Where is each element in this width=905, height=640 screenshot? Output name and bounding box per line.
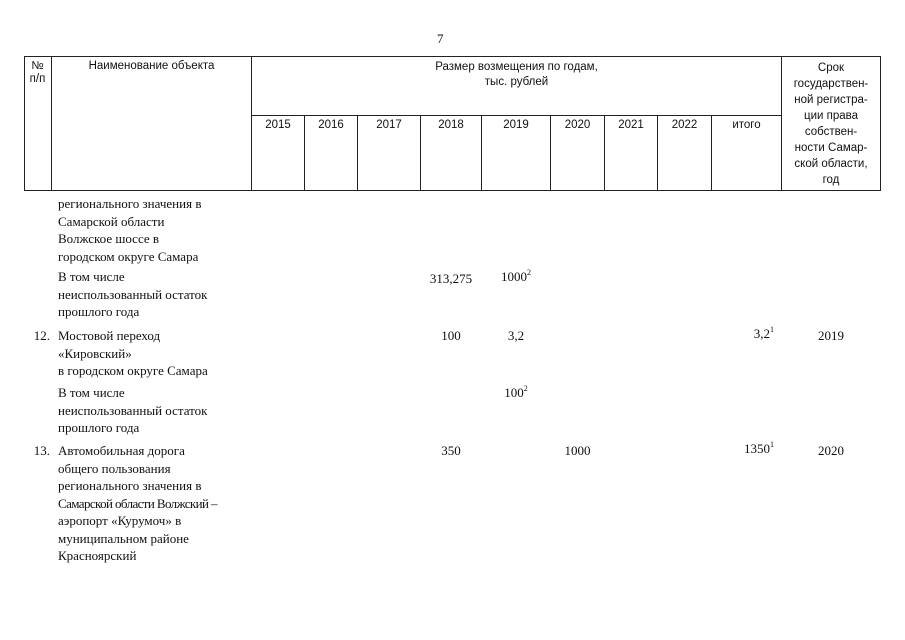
row12-2018: 100 <box>441 328 461 343</box>
year-2016: 2016 <box>318 119 344 131</box>
row12-2019: 3,2 <box>507 328 525 343</box>
row12-name: Мостовой переход «Кировский» в городском округе Самара <box>58 328 208 378</box>
row13-2018: 350 <box>441 443 461 458</box>
year-2021: 2021 <box>618 119 644 131</box>
continuation-2019: 1000$^2$ <box>501 268 531 284</box>
year-2019: 2019 <box>503 119 529 131</box>
header-name: Наименование объекта <box>88 60 215 72</box>
header-num: № п/п <box>29 60 46 85</box>
row13-2020: 1000 <box>564 443 591 458</box>
row12-total: $3,2^1$ <box>753 325 774 341</box>
continuation-2018: 313,275 <box>429 271 473 286</box>
page-number: 7 <box>437 31 444 46</box>
continuation-name: регионального значения в Самарской области Волжское шоссе в городском округе Самара <box>58 196 202 264</box>
row12-num: 12. <box>33 328 50 343</box>
year-2017: 2017 <box>376 119 402 131</box>
row13-num: 13. <box>33 443 50 458</box>
row13-name: Автомобильная дорога общего пользования регионального значения в Самарской области Волжский – аэропорт «Курумоч» в муниципальном районе Красноярский <box>58 443 217 563</box>
year-2022: 2022 <box>671 119 698 131</box>
row13-total: 1350$^1$ <box>744 440 774 456</box>
row13-term: 2020 <box>818 443 844 458</box>
row12-term: 2019 <box>818 328 844 343</box>
year-2020: 2020 <box>564 119 591 131</box>
row12-including-2019: $100^2$ <box>504 384 528 400</box>
year-2015: 2015 <box>265 119 291 131</box>
year-2018: 2018 <box>438 119 464 131</box>
row12-including: В том числе неиспользованный остаток прошлого года <box>58 385 208 435</box>
continuation-including: В том числе неиспользованный остаток прошлого года <box>58 269 208 319</box>
header-amount: Размер возмещения по годам, тыс. рублей <box>435 61 598 88</box>
header-term: Срок государствен- ной регистра- ции права собствен- ности Самар- ской области, год <box>793 62 869 186</box>
year-total: итого <box>732 119 761 131</box>
